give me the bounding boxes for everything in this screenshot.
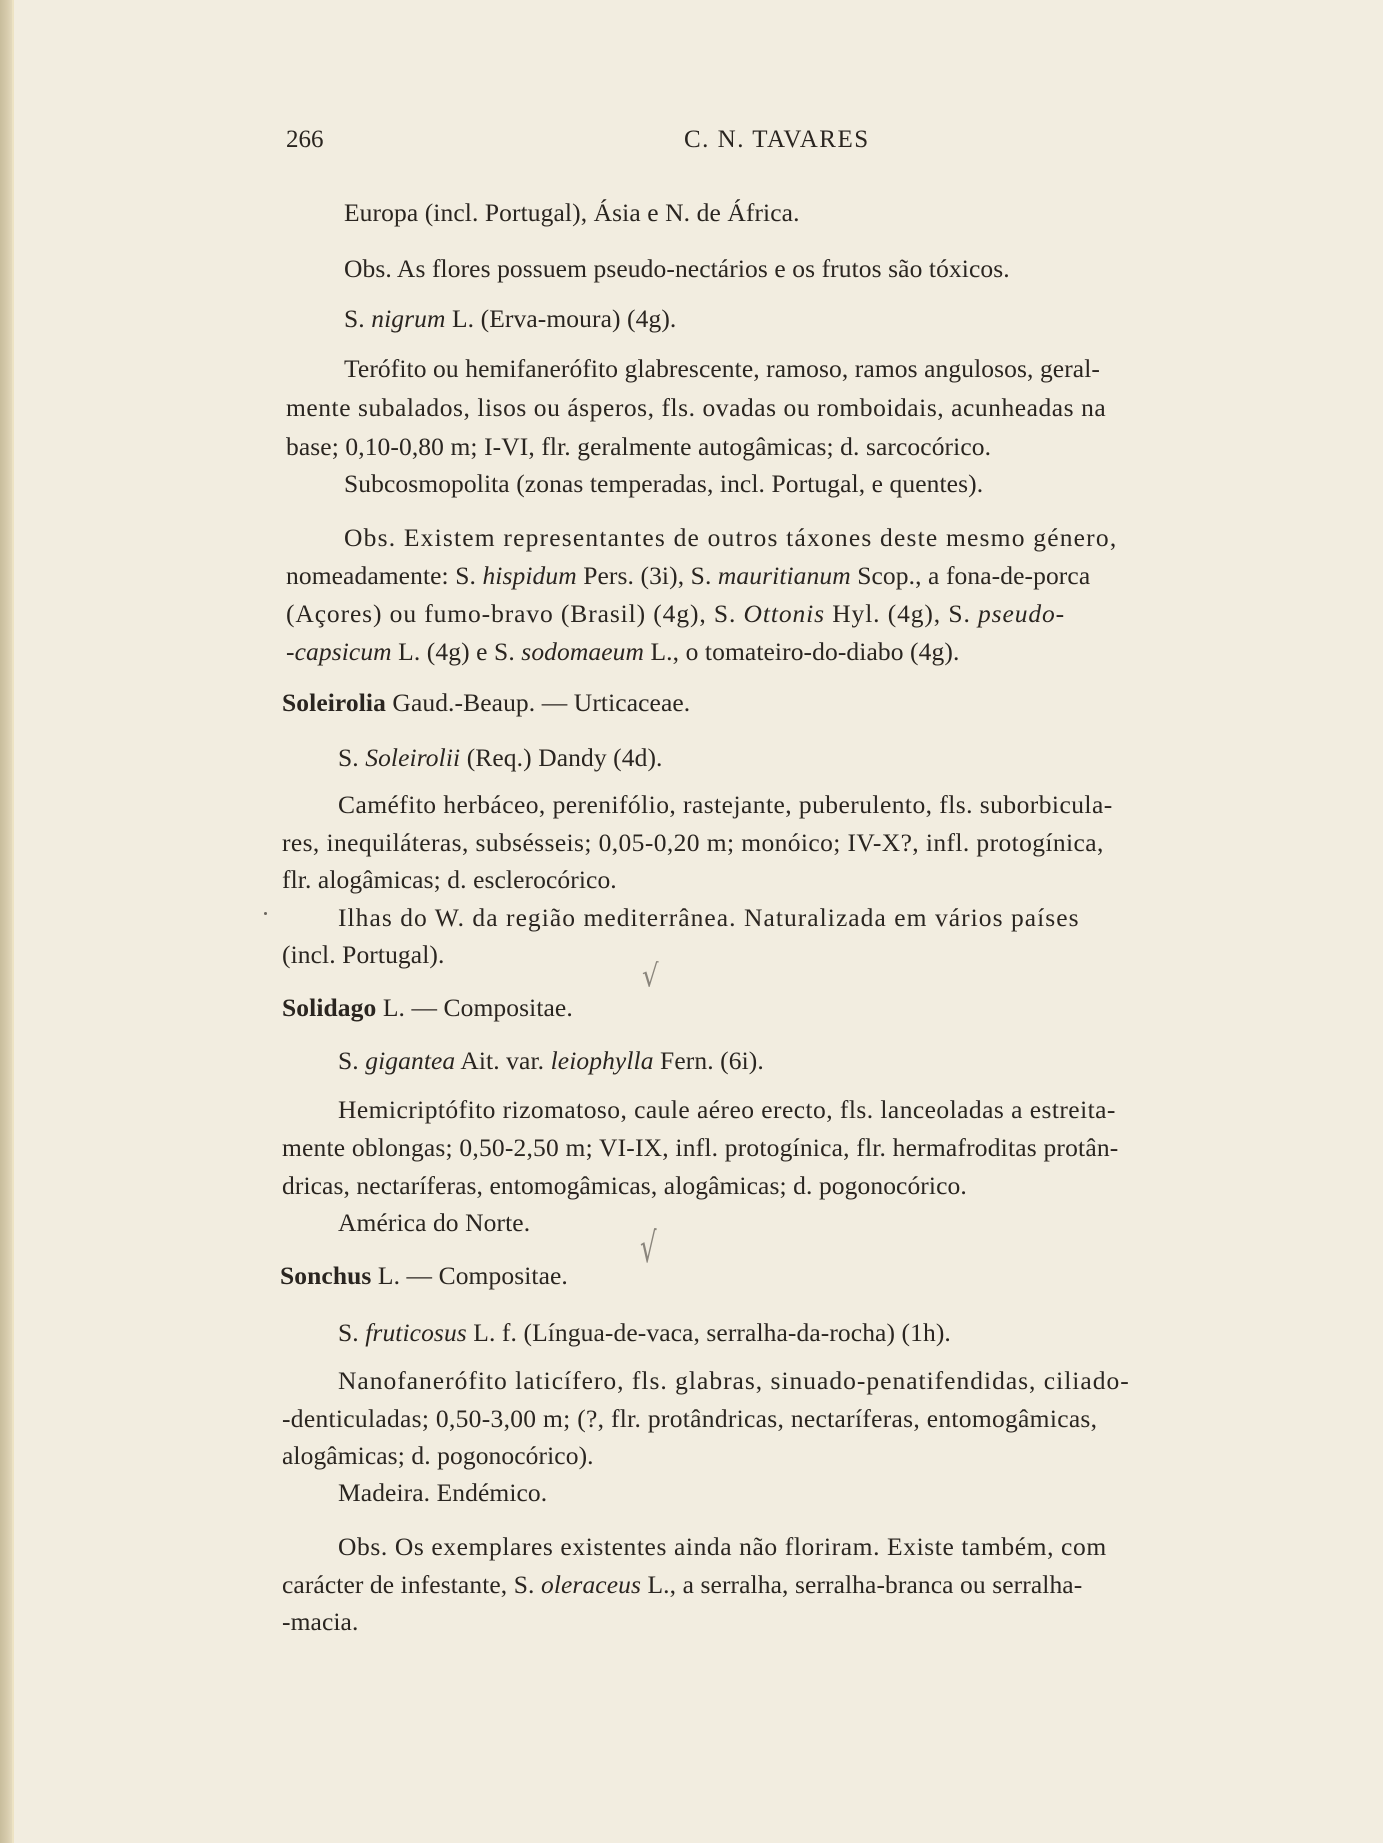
genus-abbrev: S.: [338, 1318, 366, 1347]
species-heading-fruticosus: [338, 1318, 951, 1348]
species-authority: (Req.) Dandy (4d).: [460, 743, 663, 772]
distribution-line: Ilhas do W. da região mediterrânea. Naturalizada em vários países: [338, 903, 1080, 932]
description-line: flr. alogâmicas; d. esclerocórico.: [282, 865, 617, 894]
distribution-line: Subcosmopolita (zonas temperadas, incl. Portugal, e quentes).: [344, 469, 984, 498]
observation-line: [286, 561, 1090, 591]
description-line: dricas, nectaríferas, entomogâmicas, alogâmicas; d. pogonocórico.: [282, 1171, 967, 1200]
checkmark-annotation: √: [640, 1225, 657, 1273]
species-epithet: nigrum: [371, 304, 446, 333]
species-heading-soleirolii: [338, 743, 663, 773]
species-authority: Fern. (6i).: [653, 1046, 764, 1075]
text: L. (4g) e S.: [391, 637, 522, 666]
text: L., o tomateiro-do-diabo (4g).: [644, 637, 960, 666]
genus-heading-soleirolia: [282, 688, 690, 718]
genus-name: Sonchus: [280, 1261, 372, 1290]
genus-name: Soleirolia: [282, 688, 386, 717]
genus-abbrev: S.: [344, 304, 372, 333]
species-epithet: hispidum: [482, 561, 577, 590]
checkmark-annotation: √: [642, 959, 659, 995]
species-epithet: gigantea: [365, 1046, 456, 1075]
genus-abbrev: S.: [338, 743, 366, 772]
species-epithet: fruticosus: [365, 1318, 467, 1347]
stray-mark: [264, 912, 267, 915]
species-epithet: oleraceus: [540, 1570, 642, 1599]
distribution-line: (incl. Portugal).: [282, 940, 445, 969]
genus-abbrev: S.: [338, 1046, 366, 1075]
genus-authority-family: Gaud.-Beaup. — Urticaceae.: [385, 688, 691, 717]
description-line: [344, 354, 1290, 384]
description-line: Hemicriptófito rizomatoso, caule aéreo erecto, fls. lanceoladas a estreita-: [338, 1095, 1116, 1124]
description-line: mente oblongas; 0,50-2,50 m; VI-IX, infl. protogínica, flr. hermafroditas protân-: [282, 1133, 1119, 1162]
genus-heading-solidago: [282, 993, 573, 1023]
genus-name: Solidago: [282, 993, 377, 1022]
genus-authority-family: L. — Compositae.: [371, 1261, 568, 1290]
text: Ait. var.: [455, 1046, 551, 1075]
observation-line: Obs. As flores possuem pseudo-nectários e os frutos são tóxicos.: [344, 254, 1010, 283]
observation-line: -macia.: [282, 1607, 359, 1636]
description-line: -denticuladas; 0,50-3,00 m; (?, flr. protândricas, nectaríferas, entomogâmicas,: [282, 1404, 1098, 1433]
species-epithet: pseudo-: [978, 599, 1066, 628]
book-spine-shadow: [0, 0, 14, 1843]
description-line: mente subalados, lisos ou ásperos, fls. ovadas ou romboidais, acunheadas na: [286, 393, 1107, 422]
description-line: res, inequiláteras, subsésseis; 0,05-0,20 m; monóico; IV-X?, infl. protogínica,: [282, 828, 1104, 857]
observation-line: Obs. Existem representantes de outros táxones deste mesmo género,: [344, 523, 1118, 552]
text: Terófito ou hemifanerófito glabrescente, ramoso, ramos angulosos, geral-: [344, 354, 1101, 383]
text: L., a serralha, serralha-branca ou serralha-: [641, 1570, 1083, 1599]
species-epithet: mauritianum: [717, 561, 851, 590]
observation-line: [286, 599, 1065, 629]
genus-heading-sonchus: [280, 1261, 568, 1291]
distribution-line: Madeira. Endémico.: [338, 1478, 548, 1507]
genus-authority-family: L. — Compositae.: [376, 993, 573, 1022]
text: carácter de infestante, S.: [282, 1570, 541, 1599]
species-epithet: -capsicum: [286, 637, 392, 666]
text: Pers. (3i), S.: [576, 561, 718, 590]
distribution-line: Europa (incl. Portugal), Ásia e N. de África.: [344, 198, 800, 227]
variety-name: leiophylla: [550, 1046, 654, 1075]
text: nomeadamente: S.: [286, 561, 483, 590]
species-authority: L. f. (Língua-de-vaca, serralha-da-rocha) (1h).: [466, 1318, 951, 1347]
species-authority: L. (Erva-moura) (4g).: [445, 304, 677, 333]
species-epithet: sodomaeum: [521, 637, 645, 666]
observation-line: [282, 1570, 1082, 1600]
species-epithet: Ottonis: [743, 599, 825, 628]
description-line: base; 0,10-0,80 m; I-VI, flr. geralmente autogâmicas; d. sarcocórico.: [286, 432, 992, 461]
description-line: Nanofanerófito laticífero, fls. glabras, sinuado-penatifendidas, ciliado-: [338, 1366, 1130, 1395]
species-epithet: Soleirolii: [365, 743, 461, 772]
species-heading-nigrum: [344, 304, 676, 334]
description-line: Caméfito herbáceo, perenifólio, rastejante, puberulento, fls. suborbicula-: [338, 790, 1113, 819]
page-number: 266: [286, 126, 324, 153]
text: Scop., a fona-de-porca: [850, 561, 1091, 590]
distribution-line: América do Norte.: [338, 1208, 531, 1237]
observation-line: Obs. Os exemplares existentes ainda não floriram. Existe também, com: [338, 1532, 1107, 1561]
text: Hyl. (4g), S.: [824, 599, 978, 628]
description-line: alogâmicas; d. pogonocórico).: [282, 1441, 594, 1470]
species-heading-gigantea: [338, 1046, 764, 1076]
observation-line: [286, 637, 959, 667]
text: (Açores) ou fumo-bravo (Brasil) (4g), S.: [286, 599, 744, 628]
running-title: C. N. TAVARES: [684, 126, 870, 153]
